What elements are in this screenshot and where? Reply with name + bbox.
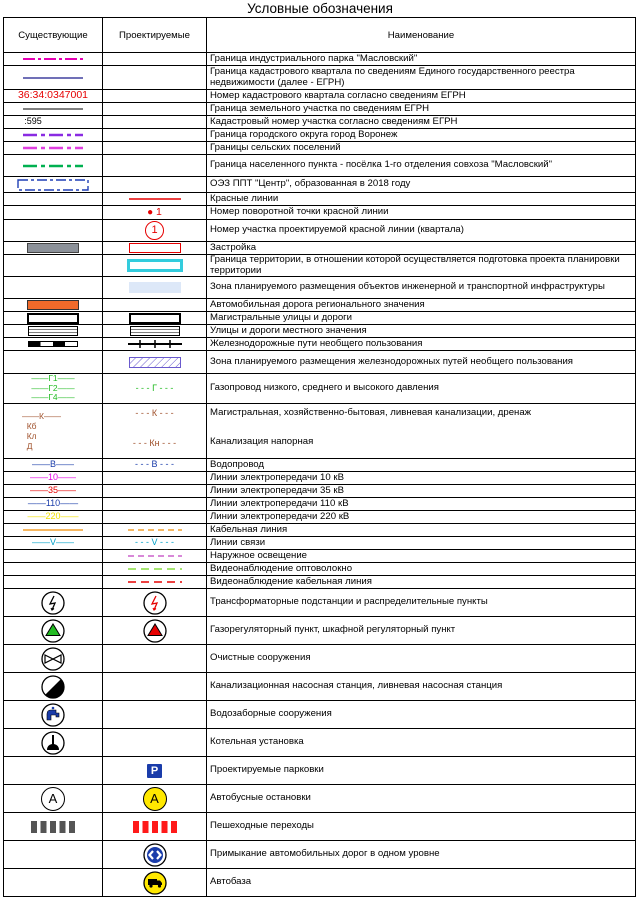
legend-row [4,53,636,66]
legend-row [4,485,636,498]
legend-row [4,729,636,757]
ppt-boundary-symbol [127,259,183,272]
symbol-existing [4,53,103,66]
legend-label: Видеонаблюдение оптоволокно [207,563,636,576]
symbol-designed [103,576,207,589]
gas-designed-symbol: - - - Г - - - [135,382,174,393]
symbol-existing [4,312,103,325]
gas-line-g4: ——Г4—— [31,392,75,403]
legend-row [4,701,636,729]
sewer-existing-symbols [4,411,102,451]
legend-table [3,17,636,897]
cadastral-quarter-number: 36:34:0347001 [17,89,89,102]
pressure-sewer-label: Канализация напорная [210,436,314,448]
comm-existing-symbol: ——V—— [31,537,74,548]
symbol-designed [103,485,207,498]
legend-label: Газопровод низкого, среднего и высокого давления [207,374,636,404]
symbol-existing [4,374,103,404]
infrastructure-zone-symbol [129,282,181,293]
symbol-designed [103,351,207,374]
water-designed-symbol: - - - В - - - [134,459,174,470]
symbol-existing [4,537,103,550]
local-street-designed-symbol [130,326,180,336]
symbol-designed [103,841,207,869]
legend-row [4,576,636,589]
symbol-existing [4,563,103,576]
legend-row [4,206,636,220]
legend-label: Граница кадастрового квартала по сведениям Единого государственного реестра недвижимости (далее - ЕГРН) [207,66,636,90]
gas-line-g1: ——Г1—— [31,373,75,384]
legend-row [4,338,636,351]
legend-row [4,242,636,255]
symbol-designed [103,617,207,645]
symbol-designed [103,116,207,129]
symbol-existing [4,90,103,103]
symbol-existing [4,220,103,242]
legend-label: Железнодорожные пути необщего пользования [207,338,636,351]
symbol-existing [4,589,103,617]
symbol-existing [4,242,103,255]
railway-designed-symbol [128,340,182,348]
symbol-existing [4,645,103,673]
legend-row [4,673,636,701]
symbol-designed [103,338,207,351]
symbol-designed [103,729,207,757]
legend-row [4,177,636,193]
symbol-designed [103,277,207,299]
legend-label: Котельная установка [207,729,636,757]
symbol-existing [4,103,103,116]
symbol-designed [103,220,207,242]
symbol-designed [103,374,207,404]
legend-row [4,299,636,312]
legend-label: Граница земельного участка по сведениям ЕГРН [207,103,636,116]
symbol-designed [103,673,207,701]
legend-row [4,869,636,897]
sewage-pump-icon [41,675,65,699]
legend-label: Линии электропередачи 10 кВ [207,472,636,485]
legend-label: Номер поворотной точки красной линии [207,206,636,220]
legend-label: Линии электропередачи 220 кВ [207,511,636,524]
legend-row [4,550,636,563]
symbol-designed [103,645,207,673]
power-35-symbol: ——35—— [29,485,76,496]
legend-row [4,374,636,404]
symbol-designed [103,459,207,472]
legend-row [4,312,636,325]
symbol-designed [103,869,207,897]
legend-row [4,325,636,338]
legend-label: Граница территории, в отношении которой осуществляется подготовка проекта планировки территории [207,255,636,277]
legend-label: ОЭЗ ППТ "Центр", образованная в 2018 году [207,177,636,193]
cadastral-quarter-boundary-symbol [23,75,83,81]
gas-line-g2: ——Г2—— [31,382,75,393]
building-existing-symbol [27,243,79,253]
legend-title: Условные обозначения [247,1,393,16]
road-junction-icon [143,843,167,867]
symbol-existing [4,550,103,563]
legend-label: Видеонаблюдение кабельная линия [207,576,636,589]
symbol-existing [4,193,103,206]
turning-point-number: 1 [155,205,162,218]
power-110-symbol: ——110—— [27,498,79,509]
legend-label: Линии электропередачи 35 кВ [207,485,636,498]
legend-row [4,220,636,242]
legend-label: Номер кадастрового квартала согласно сведениям ЕГРН [207,90,636,103]
legend-label: Автобаза [207,869,636,897]
symbol-existing [4,177,103,193]
sewer-line-kb: Кб [26,421,37,431]
cable-designed-symbol [128,527,182,533]
symbol-existing [4,472,103,485]
symbol-designed [103,757,207,785]
main-street-existing-symbol [27,313,79,324]
symbol-existing [4,485,103,498]
symbol-existing [4,498,103,511]
symbol-designed [103,511,207,524]
building-designed-symbol [129,243,181,253]
industrial-park-boundary-symbol [23,56,83,62]
settlement-boundary-symbol [23,163,83,169]
legend-label: Автомобильная дорога регионального значения [207,299,636,312]
transformer-existing-icon [41,591,65,615]
legend-row [4,563,636,576]
legend-label: Граница населенного пункта - посёлка 1-го отделения совхоза "Масловский" [207,155,636,177]
legend-label: Трансформаторные подстанции и распределительные пункты [207,589,636,617]
gas-regulator-designed-icon [143,619,167,643]
sewer-designed-symbol: - - - К - - - [135,408,174,418]
city-boundary-symbol [23,132,83,138]
symbol-designed [103,206,207,220]
symbol-designed [103,785,207,813]
boiler-icon [41,731,65,755]
symbol-designed [103,129,207,142]
symbol-designed [103,177,207,193]
legend-row [4,155,636,177]
gas-existing-symbols [4,374,102,403]
legend-row [4,589,636,617]
legend-label: Наружное освещение [207,550,636,563]
oez-zone-symbol [17,179,89,191]
symbol-existing [4,129,103,142]
water-intake-icon [41,703,65,727]
turning-point-symbol: ● [147,206,156,218]
parking-icon: P [147,764,162,778]
symbol-existing [4,351,103,374]
legend-label: Газорегуляторный пункт, шкафной регуляторный пункт [207,617,636,645]
symbol-designed [103,404,207,459]
legend-row [4,351,636,374]
legend-row [4,142,636,155]
symbol-existing [4,785,103,813]
symbol-designed [103,589,207,617]
bus-stop-existing-icon: А [41,787,65,811]
parcel-boundary-symbol [23,106,83,112]
symbol-designed [103,312,207,325]
legend-row [4,459,636,472]
symbol-existing [4,155,103,177]
comm-designed-symbol: - - - V - - - [134,537,174,548]
legend-row [4,537,636,550]
legend-label: Канализационная насосная станция, ливневая насосная станция [207,673,636,701]
crossing-designed-icon [133,821,177,833]
legend-row [4,813,636,841]
sewer-line-k: ——К—— [22,411,61,421]
power-10-symbol: ——10—— [29,472,76,483]
regional-road-symbol [27,300,79,310]
symbol-designed [103,255,207,277]
symbol-existing [4,701,103,729]
symbol-designed [103,53,207,66]
legend-label: Застройка [207,242,636,255]
legend-label: Пешеходные переходы [207,813,636,841]
legend-row [4,511,636,524]
legend-label: Граница индустриального парка "Масловский" [207,53,636,66]
motor-depot-icon [143,871,167,895]
video-cable-symbol [128,579,182,585]
pressure-sewer-symbol: - - - Кн - - - [132,438,177,449]
legend-row [4,498,636,511]
legend-row [4,116,636,129]
symbol-designed [103,193,207,206]
symbol-existing [4,511,103,524]
legend-label: Линии электропередачи 110 кВ [207,498,636,511]
legend-row [4,617,636,645]
symbol-existing [4,116,103,129]
sewer-line-d: Д [26,441,33,451]
symbol-designed [103,142,207,155]
symbol-existing [4,277,103,299]
symbol-existing [4,299,103,312]
local-street-existing-symbol [28,326,78,336]
header-name: Наименование [207,18,636,53]
symbol-designed [103,472,207,485]
rail-zone-symbol [129,357,181,368]
symbol-existing [4,576,103,589]
symbol-existing [4,404,103,459]
treatment-facility-icon [41,647,65,671]
legend-label: Номер участка проектируемой красной линии (квартала) [207,220,636,242]
gas-regulator-existing-icon [41,619,65,643]
symbol-existing [4,729,103,757]
legend-label: Граница городского округа город Воронеж [207,129,636,142]
sewer-label: Магистральная, хозяйственно-бытовая, ливневая канализации, дренаж [210,407,532,418]
symbol-existing [4,869,103,897]
symbol-existing [4,673,103,701]
legend-row [4,757,636,785]
symbol-existing [4,66,103,90]
red-line-symbol [129,196,181,202]
symbol-existing [4,524,103,537]
legend-row [4,645,636,673]
legend-label: Автобусные остановки [207,785,636,813]
legend-label: Зона планируемого размещения железнодорожных путей необщего пользования [207,351,636,374]
symbol-designed [103,524,207,537]
video-fiber-symbol [128,566,182,572]
symbol-designed [103,537,207,550]
sewer-line-kl: Кл [26,431,37,441]
main-street-designed-symbol [129,313,181,324]
legend-row [4,66,636,90]
symbol-existing [4,459,103,472]
legend-label: Зона планируемого размещения объектов инженерной и транспортной инфраструктуры [207,277,636,299]
symbol-designed [103,155,207,177]
header-designed: Проектируемые [103,18,207,53]
legend-row [4,90,636,103]
legend-label: Красные линии [207,193,636,206]
legend-label: Линии связи [207,537,636,550]
symbol-existing [4,813,103,841]
legend-row [4,277,636,299]
legend-label: Улицы и дороги местного значения [207,325,636,338]
symbol-designed [103,498,207,511]
legend-label: Примыкание автомобильных дорог в одном уровне [207,841,636,869]
legend-row [4,255,636,277]
symbol-designed [103,701,207,729]
legend-row [4,524,636,537]
symbol-designed [103,563,207,576]
symbol-designed [103,242,207,255]
symbol-designed [103,550,207,563]
legend-label: Границы сельских поселений [207,142,636,155]
legend-label: Кадастровый номер участка согласно сведениям ЕГРН [207,116,636,129]
lighting-symbol [128,553,182,559]
parcel-number: :595 [24,116,42,127]
symbol-existing [4,206,103,220]
crossing-existing-icon [31,821,75,833]
symbol-existing [4,325,103,338]
legend-row [4,841,636,869]
legend-label: Водозаборные сооружения [207,701,636,729]
legend-row [4,785,636,813]
symbol-existing [4,338,103,351]
symbol-designed [103,299,207,312]
transformer-designed-icon [143,591,167,615]
legend-label: Водопровод [207,459,636,472]
symbol-existing [4,255,103,277]
power-220-symbol: ——220—— [27,511,79,522]
legend-label: Магистральные улицы и дороги [207,312,636,325]
bus-stop-designed-icon: А [143,787,167,811]
legend-row [4,129,636,142]
symbol-designed [103,103,207,116]
cable-existing-symbol [23,527,83,533]
symbol-designed [103,325,207,338]
legend-row [4,103,636,116]
legend-row [4,404,636,459]
railway-existing-symbol [28,340,78,348]
legend-label: Кабельная линия [207,524,636,537]
header-existing: Существующие [4,18,103,53]
symbol-existing [4,617,103,645]
symbol-designed [103,90,207,103]
symbol-designed [103,66,207,90]
legend-row [4,193,636,206]
symbol-designed [103,813,207,841]
legend-label: Проектируемые парковки [207,757,636,785]
symbol-existing [4,757,103,785]
legend-header-row [4,18,636,53]
symbol-existing [4,841,103,869]
water-existing-symbol: ——В—— [31,459,74,470]
legend-label: Очистные сооружения [207,645,636,673]
legend-row [4,472,636,485]
symbol-existing [4,142,103,155]
legend-label [207,404,636,459]
section-number-circle: 1 [145,221,164,240]
rural-boundary-symbol [23,145,83,151]
